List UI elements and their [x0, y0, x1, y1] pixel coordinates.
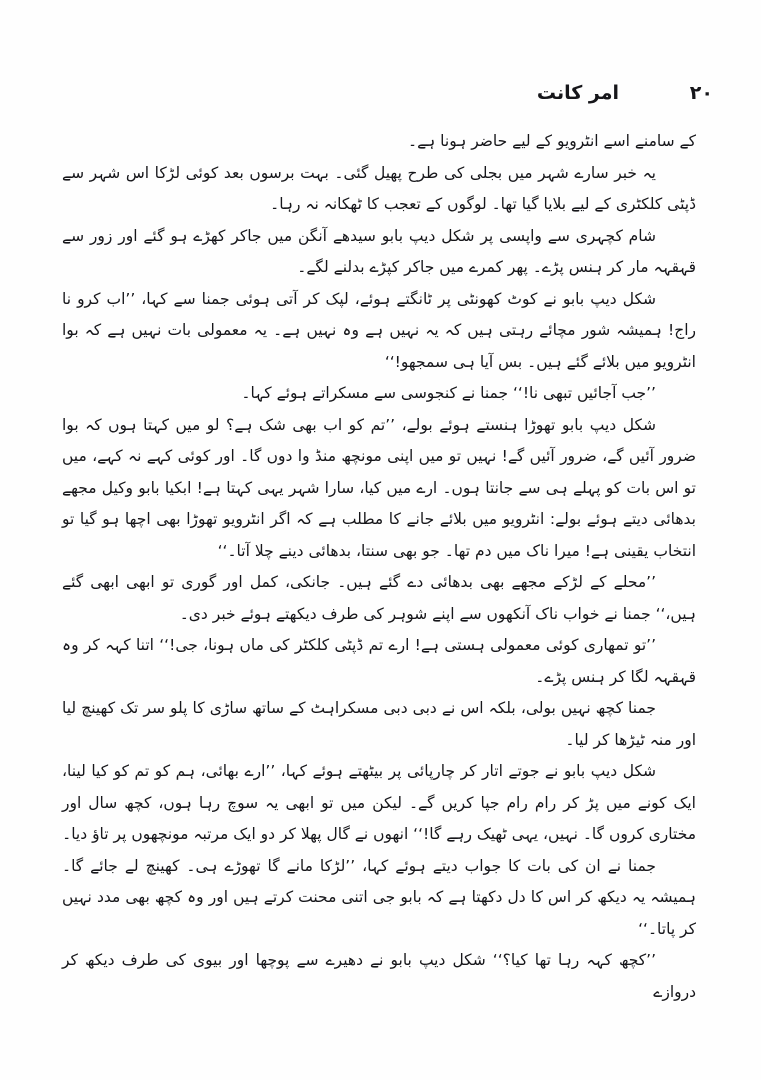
- running-head-author: امر کانت: [536, 82, 619, 104]
- paragraph: شکل دیپ بابو نے جوتے اتار کر چارپائی پر بیٹھتے ہوئے کہا، ’’ارے بھائی، ہم کو تم کو کیا لینا، ایک کونے میں پڑ کر رام رام جپا کریں گے۔ لیکن میں تو ابھی یہ سوچ رہا ہوں، کچھ سال اور مختاری کروں گا۔ نہیں، یہی ٹھیک رہے گا!‘‘ انھوں نے گال پھلا کر دو ایک مرتبہ مونچھوں پر تاؤ دیا۔: [62, 762, 696, 843]
- paragraph: ’’کچھ کہہ رہا تھا کیا؟‘‘ شکل دیپ بابو نے دھیرے سے پوچھا اور بیوی کی طرف دیکھ کر دروازے: [62, 951, 696, 1001]
- paragraph: ’’تو تمھاری کوئی معمولی ہستی ہے! ارے تم ڈپٹی کلکٹر کی ماں ہونا، جی!‘‘ اتنا کہہ کر وہ قہقہہ لگا کر ہنس پڑے۔: [62, 636, 696, 686]
- paragraph: یہ خبر سارے شہر میں بجلی کی طرح پھیل گئی۔ بہت برسوں بعد کوئی لڑکا اس شہر سے ڈپٹی کلکٹری کے لیے بلایا گیا تھا۔ لوگوں کے تعجب کا ٹھکانہ نہ رہا۔: [62, 163, 696, 213]
- paragraph: ’’محلے کے لڑکے مجھے بھی بدھائی دے گئے ہیں۔ جانکی، کمل اور گوری تو ابھی ابھی گئے ہیں،‘‘ جمنا نے خواب ناک آنکھوں سے اپنے شوہر کی طرف دیکھتے ہوئے خبر دی۔: [62, 573, 696, 623]
- paragraph: شام کچہری سے واپسی پر شکل دیپ بابو سیدھے آنگن میں جاکر کھڑے ہو گئے اور زور سے قہقہہ مار کر ہنس پڑے۔ پھر کمرے میں جاکر کپڑے بدلنے لگے۔: [62, 226, 696, 276]
- paragraph: شکل دیپ بابو نے کوٹ کھونٹی پر ٹانگتے ہوئے، لپک کر آتی ہوئی جمنا سے کہا، ’’اب کرو نا راج! ہمیشہ شور مچائے رہتی ہیں کہ یہ نہیں ہے وہ نہیں ہے۔ یہ معمولی بات نہیں ہے کہ بوا انٹرویو میں بلائے گئے ہیں۔ بس آیا ہی سمجھو!‘‘: [62, 289, 696, 371]
- page-header: [0, 82, 761, 112]
- paragraph: جمنا کچھ نہیں بولی، بلکہ اس نے دبی دبی مسکراہٹ کے ساتھ ساڑی کا پلو سر تک کھینچ لیا اور منہ ٹیڑھا کر لیا۔: [62, 699, 696, 749]
- body-text: [62, 126, 696, 1008]
- paragraph: شکل دیپ بابو تھوڑا ہنستے ہوئے بولے، ’’تم کو اب بھی شک ہے؟ لو میں کہتا ہوں کہ بوا ضرور آئیں گے، ضرور آئیں گے! نہیں تو میں اپنی مونچھ منڈ وا دوں گا۔ اور کوئی کہے نہ کہے، میں تو اس بات کو پہلے ہی سے جانتا ہوں۔ ارے میں کیا، سارا شہر یہی کہتا ہے! ابکیا بابو وکیل مجھے بدھائی دیتے ہوئے بولے: انٹرویو میں بلائے جانے کا مطلب ہے کہ اگر انٹرویو تھوڑا بھی اچھا ہو گیا تو انتخاب یقینی ہے! میرا ناک میں دم تھا۔ جو بھی سنتا، بدھائی دینے چلا آتا۔‘‘: [62, 415, 696, 560]
- paragraph: ’’جب آجائیں تبھی نا!‘‘ جمنا نے کنجوسی سے مسکراتے ہوئے کہا۔: [241, 384, 656, 402]
- paragraph: کے سامنے اسے انٹرویو کے لیے حاضر ہونا ہے۔: [407, 132, 696, 150]
- paragraph: جمنا نے ان کی بات کا جواب دیتے ہوئے کہا، ’’لڑکا مانے گا تھوڑے ہی۔ کھینچ لے جائے گا۔ ہمیشہ یہ دیکھ کر اس کا دل دکھتا ہے کہ بابو جی اتنی محنت کرتے ہیں اور وہ کچھ بھی مدد نہیں کر پاتا۔‘‘: [62, 856, 696, 938]
- page-number: ۲۰: [689, 82, 713, 104]
